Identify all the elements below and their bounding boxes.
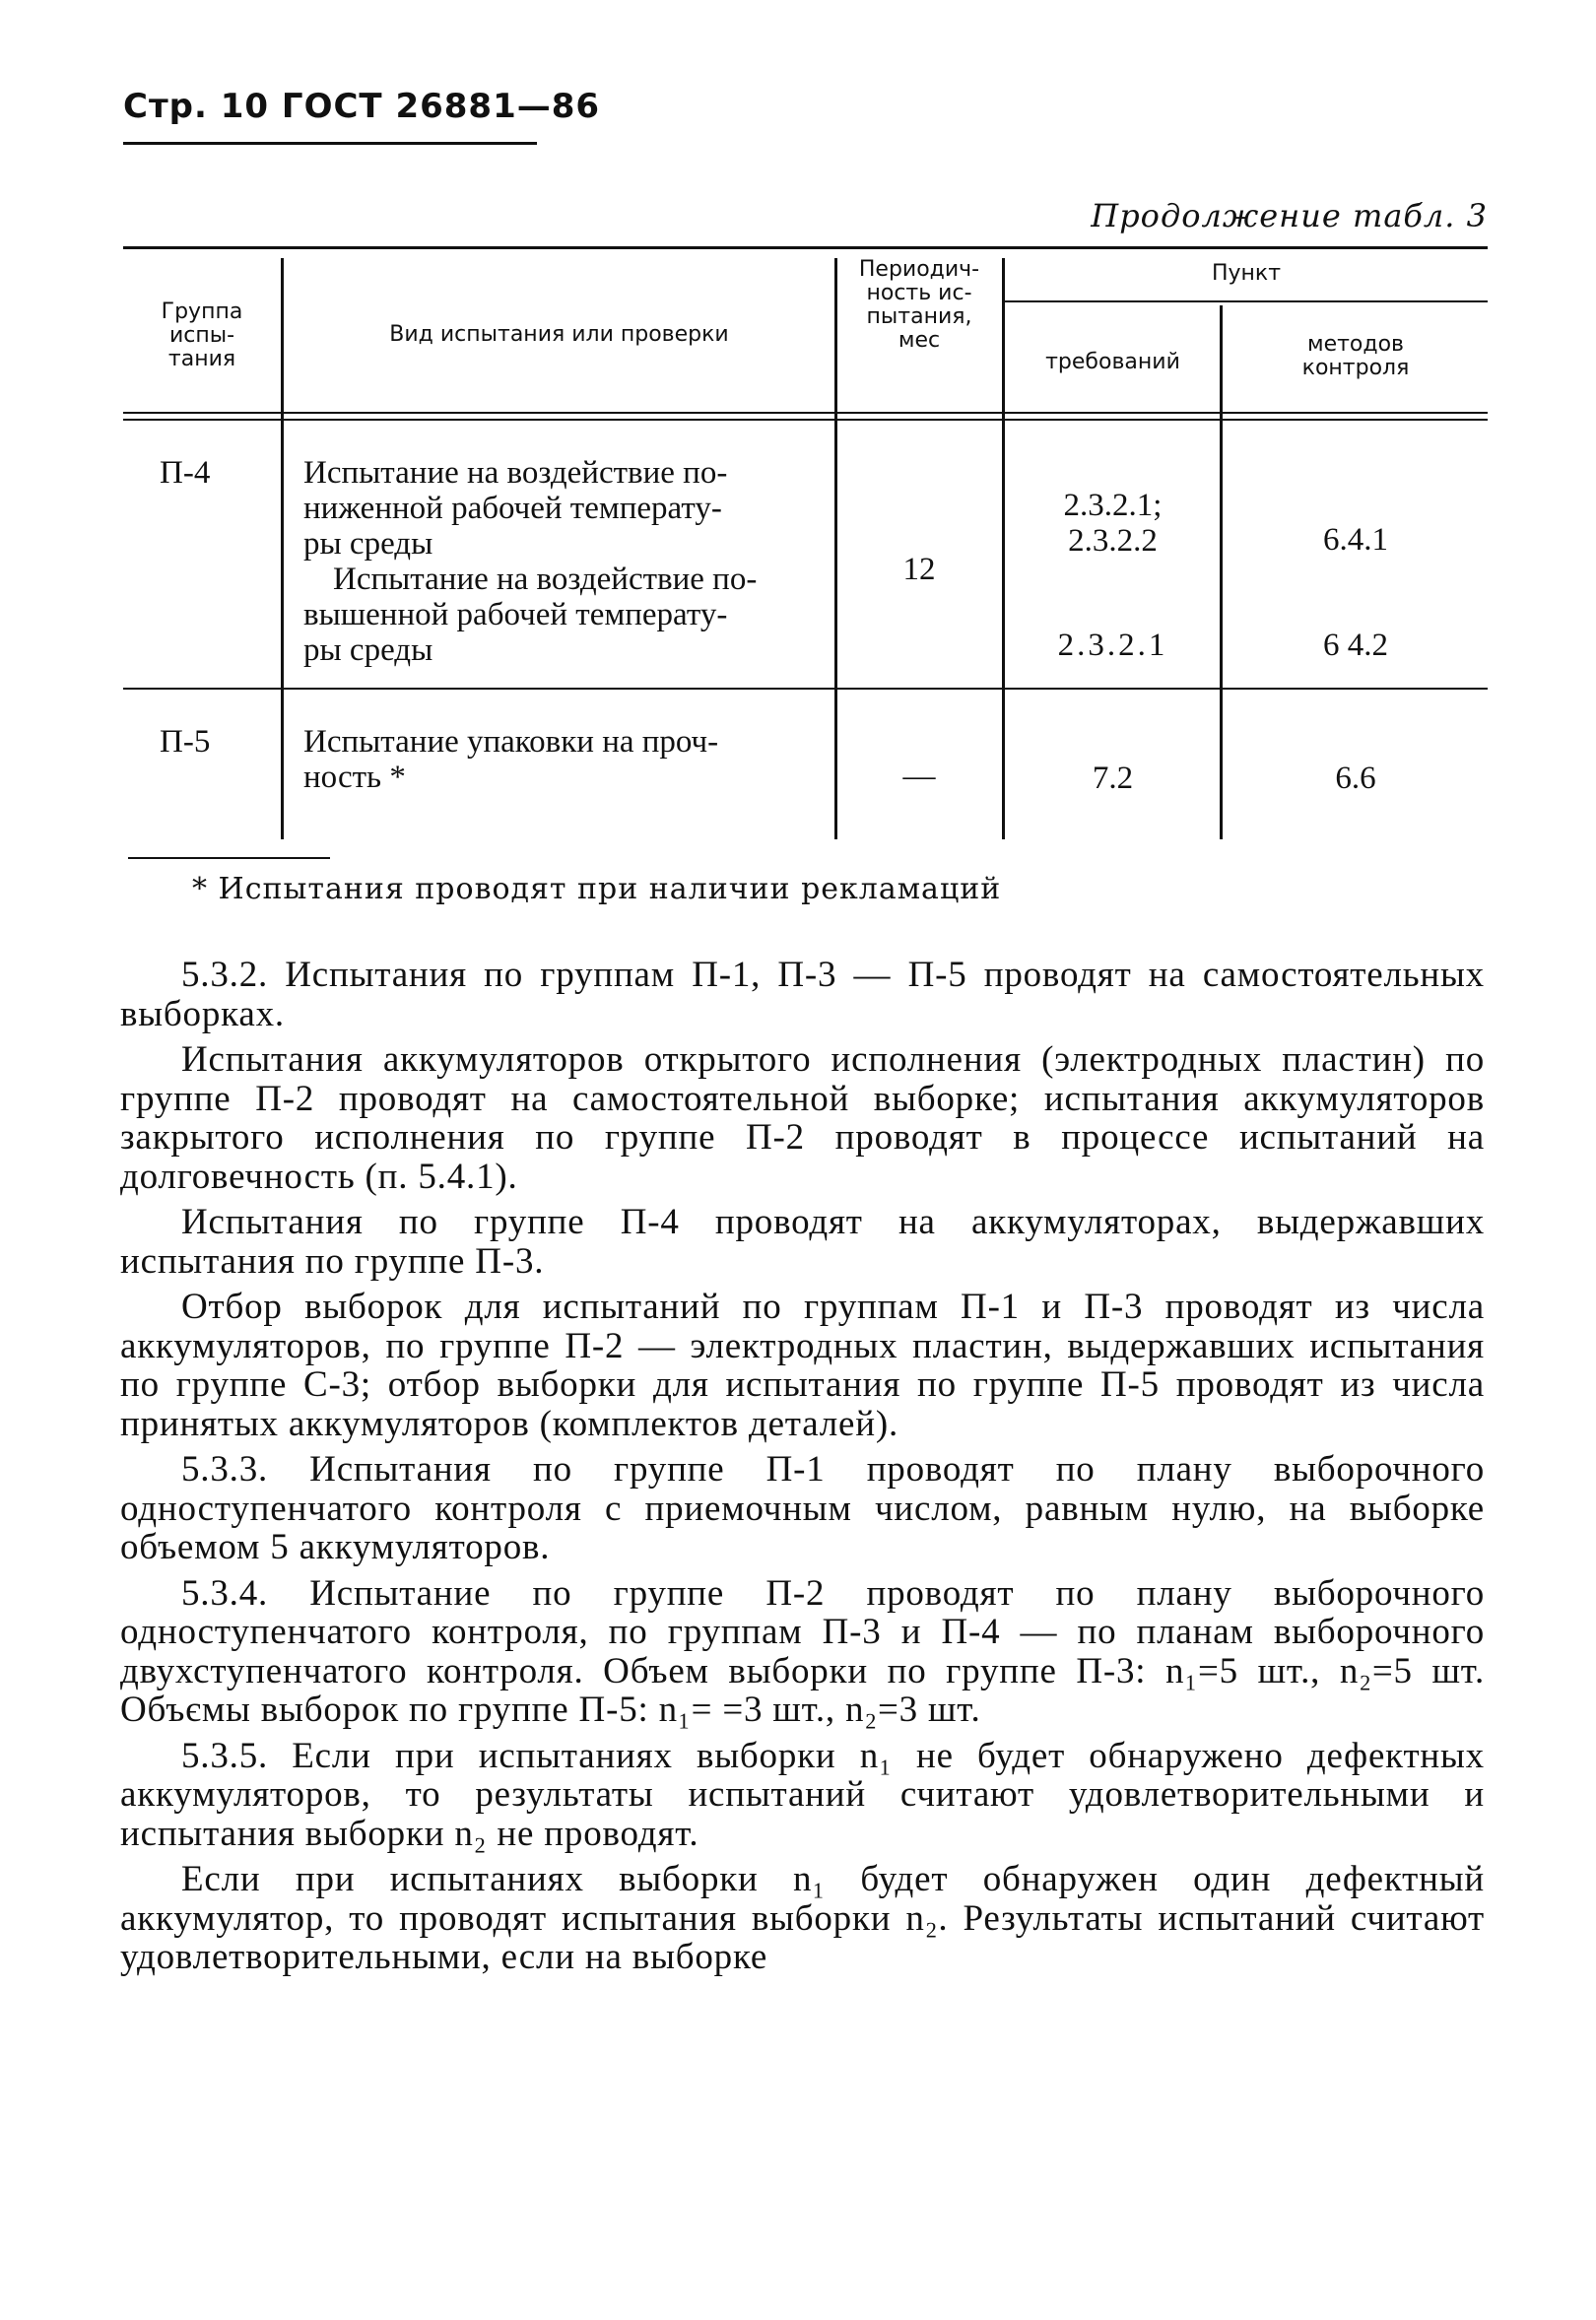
col-header-group: Группа испы- тания [161,299,243,371]
row-methods: 6.6 [1335,761,1376,796]
table-row-divider [123,688,1488,690]
row-periodicity: — [902,759,936,794]
paragraph: Испытания аккумуляторов открытого исполнения (электродных пластин) по группе П-2 проводят на самостоятельной выборке; испытания аккумуляторов закрытого исполнения по группе П-2 проводят в процессе испытаний на долговечность (п. 5.4.1). [120,1039,1485,1197]
paragraph: 5.3.2. Испытания по группам П-1, П-3 — П-5 проводят на самостоятельных выборках. [120,955,1485,1034]
paragraph: Испытания по группе П-4 проводят на аккумуляторах, выдержавших испытания по группе П-3. [120,1202,1485,1282]
footnote-rule [128,857,330,859]
col-header-requirements: требований [1045,350,1180,374]
col-header-periodicity: Периодич- ность ис- пытания, мес [858,257,980,353]
row-requirements: 2.3.2.1; 2.3.2.2 [1063,488,1163,559]
body-text [120,956,1485,1984]
col-header-clause: Пункт [1211,261,1282,286]
header-rule [123,142,537,145]
row-methods-2: 6 4.2 [1323,628,1388,663]
table-top-rule [123,246,1488,249]
table-clause-rule [1005,300,1488,302]
row-test-type: Испытание на воздействие по- ниженной рабочей температу- ры среды Испытание на воздействие по- вышенной рабочей температу- ры среды [303,455,758,668]
paragraph: 5.3.3. Испытания по группе П-1 проводят по плану выборочного одноступенчатого контроля с приемочным числом, равным нулю, на выборке объемом 5 аккумуляторов. [120,1449,1485,1567]
col-header-test-type: Вид испытания или проверки [389,322,729,347]
paragraph: Если при испытаниях выборки n₁ будет обнаружен один дефектный аккумулятор, то проводят испытания выборки n₂. Результаты испытаний считают удовлетворительными, если на выборке [120,1859,1485,1977]
row-periodicity: 12 [902,552,936,587]
row-group: П-5 [160,724,211,760]
table-col-divider-3 [1002,258,1005,839]
row-methods: 6.4.1 [1323,522,1388,558]
row-requirements-2: 2.3.2.1 [1057,628,1168,663]
paragraph: Отбор выборок для испытаний по группам П-1 и П-3 проводят из числа аккумуляторов, по группе П-2 — электродных пластин, выдержавших испытания по группе С-3; отбор выборки для испытания по группе П-5 проводят из числа принятых аккумуляторов (комплектов деталей). [120,1287,1485,1444]
table-col-divider-4 [1220,305,1223,839]
row-group: П-4 [160,455,211,491]
paragraph: 5.3.4. Испытание по группе П-2 проводят по плану выборочного одноступенчатого контроля, по группам П-3 и П-4 — по планам выборочного двухступенчатого контроля. Объем выборки по группе П-3: n₁=5 шт., n₂=5 шт. Объємы выборок по группе П-5: n₁= =3 шт., n₂=3 шт. [120,1572,1485,1730]
table-continuation-label: Продолжение табл. 3 [1091,197,1488,234]
table-footnote: * Испытания проводят при наличии рекламаций [192,872,1002,906]
paragraph: 5.3.5. Если при испытаниях выборки n₁ не будет обнаружено дефектных аккумуляторов, то результаты испытаний считают удовлетворительными и испытания выборки n₂ не проводят. [120,1735,1485,1854]
table-header-rule-2 [123,419,1488,421]
col-header-methods: методов контроля [1301,332,1410,380]
row-test-type: Испытание упаковки на проч- ность * [303,724,719,795]
table-col-divider-1 [281,258,284,839]
row-requirements: 7.2 [1092,761,1134,796]
table-header-rule-1 [123,412,1488,414]
page-header: Стр. 10 ГОСТ 26881—86 [123,87,601,126]
